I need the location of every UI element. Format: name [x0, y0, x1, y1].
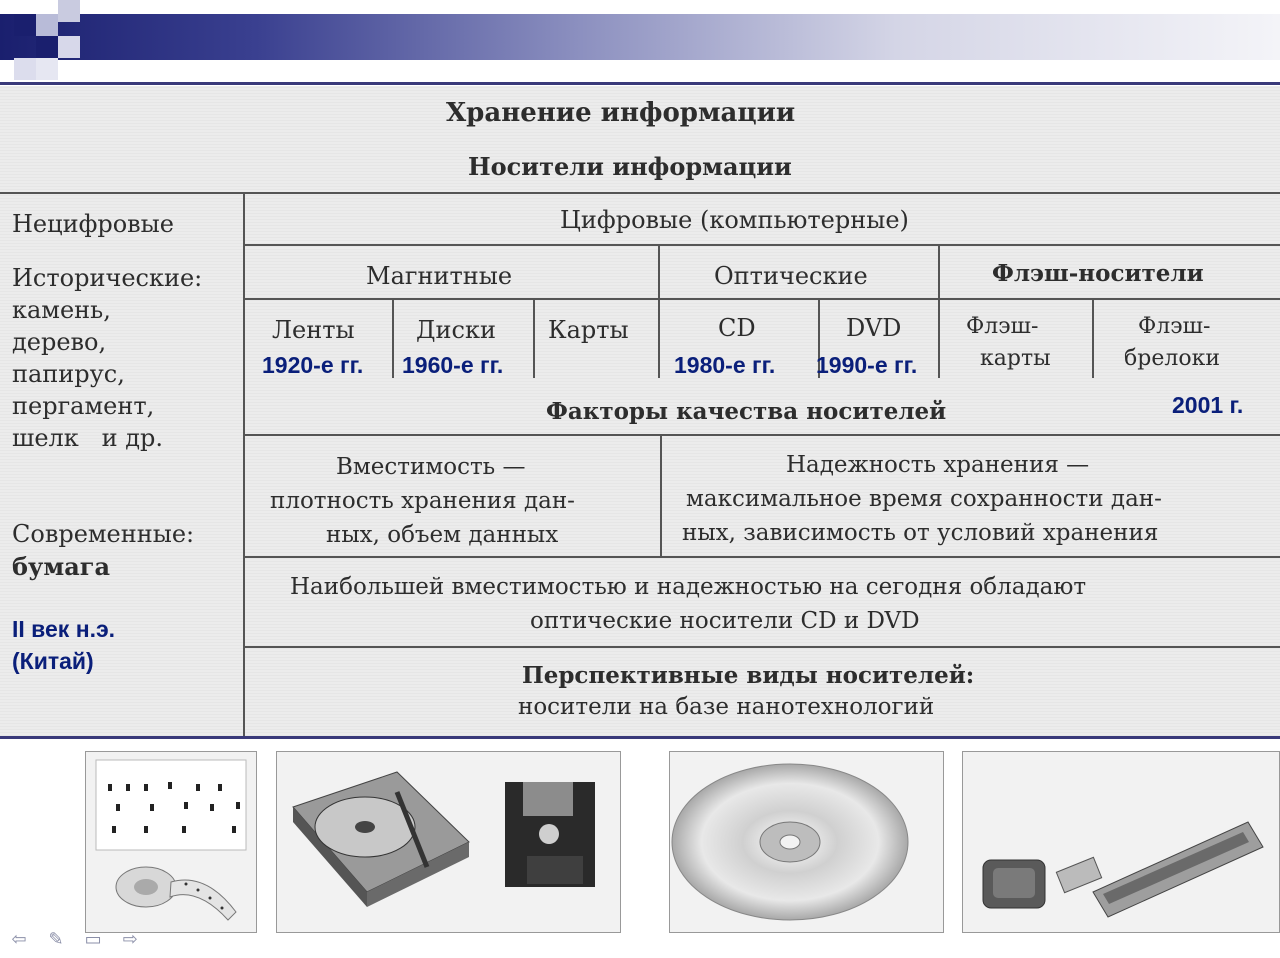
best-media-text: оптические носители CD и DVD: [530, 608, 920, 634]
historical-media-line: Исторические:: [12, 264, 203, 292]
header-decor-square: [14, 58, 36, 80]
modern-media-label: Современные:: [12, 520, 195, 548]
pen-icon[interactable]: ✎: [48, 929, 64, 950]
future-media-text: носители на базе нанотехнологий: [518, 694, 935, 720]
header-decor-square: [36, 58, 58, 80]
magnetic-header: Магнитные: [366, 262, 513, 290]
quality-header: Факторы качества носителей: [546, 398, 947, 425]
historical-media-line: камень,: [12, 296, 111, 324]
flash-cards-cell: карты: [980, 346, 1051, 371]
paper-date: II век н.э.: [12, 616, 116, 642]
reliability-text: максимальное время сохранности дан-: [686, 486, 1162, 512]
table-rule: [533, 298, 535, 378]
reliability-text: Надежность хранения —: [786, 452, 1090, 478]
table-rule: [938, 244, 940, 300]
non-digital-header: Нецифровые: [12, 210, 174, 238]
table-rule: [658, 244, 660, 300]
tapes-date: 1920-е гг.: [262, 352, 364, 378]
modern-media-value: бумага: [12, 552, 111, 581]
optical-header: Оптические: [714, 262, 868, 290]
disks-cell: Диски: [416, 316, 496, 344]
header-decor-square: [14, 14, 36, 36]
hard-disk-floppy-image: [276, 751, 621, 933]
punch-tape-image: [85, 751, 257, 933]
dvd-cell: DVD: [846, 314, 902, 342]
optical-disc-image: [669, 751, 944, 933]
disks-date: 1960-е гг.: [402, 352, 504, 378]
historical-media-line: дерево,: [12, 328, 107, 356]
capacity-text: ных, объем данных: [326, 522, 559, 548]
flash-date: 2001 г.: [1172, 392, 1244, 418]
header-decor-square: [58, 0, 80, 22]
table-rule: [243, 192, 245, 736]
paper-origin: (Китай): [12, 648, 94, 674]
header-underline: [0, 82, 1280, 85]
table-rule: [243, 646, 1280, 648]
table-rule: [243, 434, 1280, 436]
digital-header: Цифровые (компьютерные): [560, 206, 909, 234]
header-decor-square: [36, 36, 58, 58]
capacity-text: плотность хранения дан-: [270, 488, 575, 514]
cd-date: 1980-е гг.: [674, 352, 776, 378]
header-decor-square: [36, 14, 58, 36]
historical-media-line: шелк и др.: [12, 424, 164, 452]
cd-cell: CD: [718, 314, 756, 342]
header-decor-square: [58, 36, 80, 58]
best-media-text: Наибольшей вместимостью и надежностью на сегодня обладают: [290, 574, 1087, 600]
scanned-table: [0, 86, 1280, 736]
slide-subtitle: Носители информации: [468, 152, 792, 181]
next-slide-icon[interactable]: ⇨: [122, 929, 138, 950]
table-rule: [392, 298, 394, 378]
capacity-text: Вместимость —: [336, 454, 526, 480]
historical-media-line: папирус,: [12, 360, 125, 388]
table-rule: [1092, 298, 1094, 378]
table-bottom-rule: [0, 736, 1280, 739]
reliability-text: ных, зависимость от условий хранения: [682, 520, 1159, 546]
table-rule: [938, 298, 940, 378]
flash-keys-cell: Флэш-: [1138, 314, 1211, 339]
flash-keys-cell: брелоки: [1124, 346, 1220, 371]
table-rule: [660, 434, 662, 556]
flash-cards-cell: Флэш-: [966, 314, 1039, 339]
table-rule: [243, 556, 1280, 558]
table-rule: [0, 192, 1280, 194]
tapes-cell: Ленты: [272, 316, 355, 344]
flash-header: Флэш-носители: [992, 260, 1204, 287]
dvd-date: 1990-е гг.: [816, 352, 918, 378]
header-gradient-bar: [0, 14, 1280, 60]
table-rule: [243, 298, 1280, 300]
flash-drive-image: [962, 751, 1280, 933]
table-rule: [658, 298, 660, 378]
menu-icon[interactable]: ▭: [84, 929, 102, 950]
table-rule: [243, 244, 1280, 246]
slide-title: Хранение информации: [446, 98, 796, 128]
previous-slide-icon[interactable]: ⇦: [11, 929, 27, 950]
slide-navigation: [8, 930, 151, 952]
historical-media-line: пергамент,: [12, 392, 155, 420]
future-media-title: Перспективные виды носителей:: [522, 662, 975, 689]
cards-cell: Карты: [548, 316, 629, 344]
